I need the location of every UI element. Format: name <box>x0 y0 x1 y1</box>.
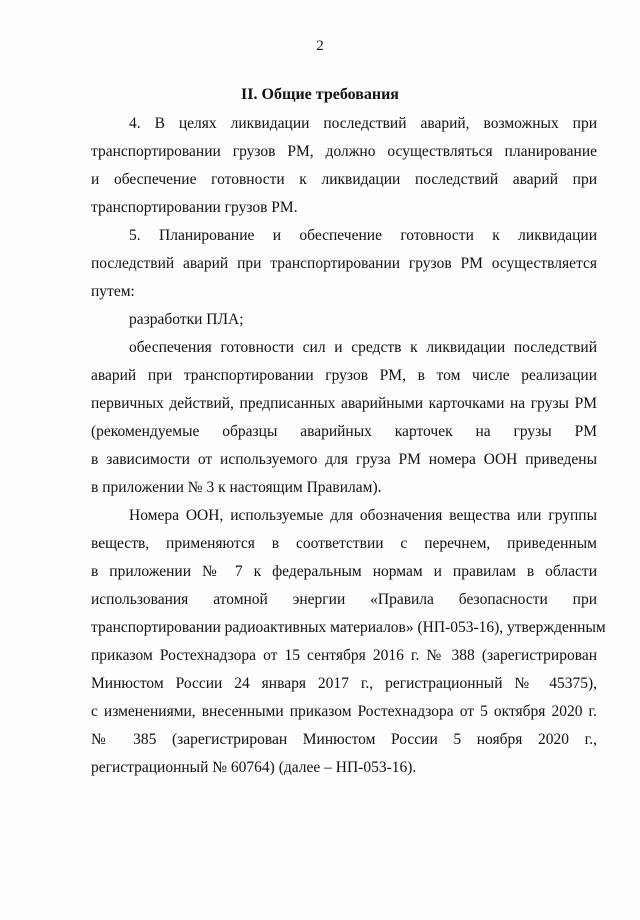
text-line: использования атомной энергии «Правила безопасности при <box>91 591 597 608</box>
text-line: и обеспечение готовности к ликвидации последствий аварий при <box>91 171 597 188</box>
text-line: транспортировании радиоактивных материалов» (НП-053-16), утвержденным <box>91 619 606 636</box>
text-line: веществ, применяются в соответствии с перечнем, приведенным <box>91 535 597 552</box>
section-title: II. Общие требования <box>241 86 399 103</box>
text-line: Минюстом России 24 января 2017 г., регистрационный № 45375), <box>91 675 597 692</box>
text-line: приказом Ростехнадзора от 15 сентября 2016 г. № 388 (зарегистрирован <box>91 647 597 664</box>
text-line: первичных действий, предписанных аварийными карточками на грузы РМ <box>91 395 597 412</box>
text-line: транспортировании грузов РМ. <box>91 199 298 216</box>
text-line: в зависимости от используемого для груза РМ номера ООН приведены <box>91 451 597 468</box>
text-line: № 385 (зарегистрирован Минюстом России 5 ноября 2020 г., <box>91 731 597 748</box>
text-line: обеспечения готовности сил и средств к ликвидации последствий <box>129 339 597 356</box>
text-line: с изменениями, внесенными приказом Ростехнадзора от 5 октября 2020 г. <box>91 703 597 720</box>
text-line: в приложении № 7 к федеральным нормам и правилам в области <box>91 563 597 580</box>
text-line: регистрационный № 60764) (далее – НП-053-16). <box>91 759 417 776</box>
text-line: (рекомендуемые образцы аварийных карточек на грузы РМ <box>91 423 597 440</box>
text-line: 5. Планирование и обеспечение готовности к ликвидации <box>129 227 597 244</box>
text-line: транспортировании грузов РМ, должно осуществляться планирование <box>91 143 597 160</box>
body-text <box>91 110 606 782</box>
text-line: 4. В целях ликвидации последствий аварий, возможных при <box>129 115 597 132</box>
text-line: в приложении № 3 к настоящим Правилам). <box>91 479 382 496</box>
text-line: путем: <box>91 283 135 300</box>
text-line: аварий при транспортировании грузов РМ, в том числе реализации <box>91 367 597 384</box>
page-number: 2 <box>316 38 324 54</box>
text-line: разработки ПЛА; <box>129 311 244 328</box>
text-line: Номера ООН, используемые для обозначения вещества или группы <box>129 507 597 524</box>
text-line: последствий аварий при транспортировании грузов РМ осуществляется <box>91 255 597 272</box>
